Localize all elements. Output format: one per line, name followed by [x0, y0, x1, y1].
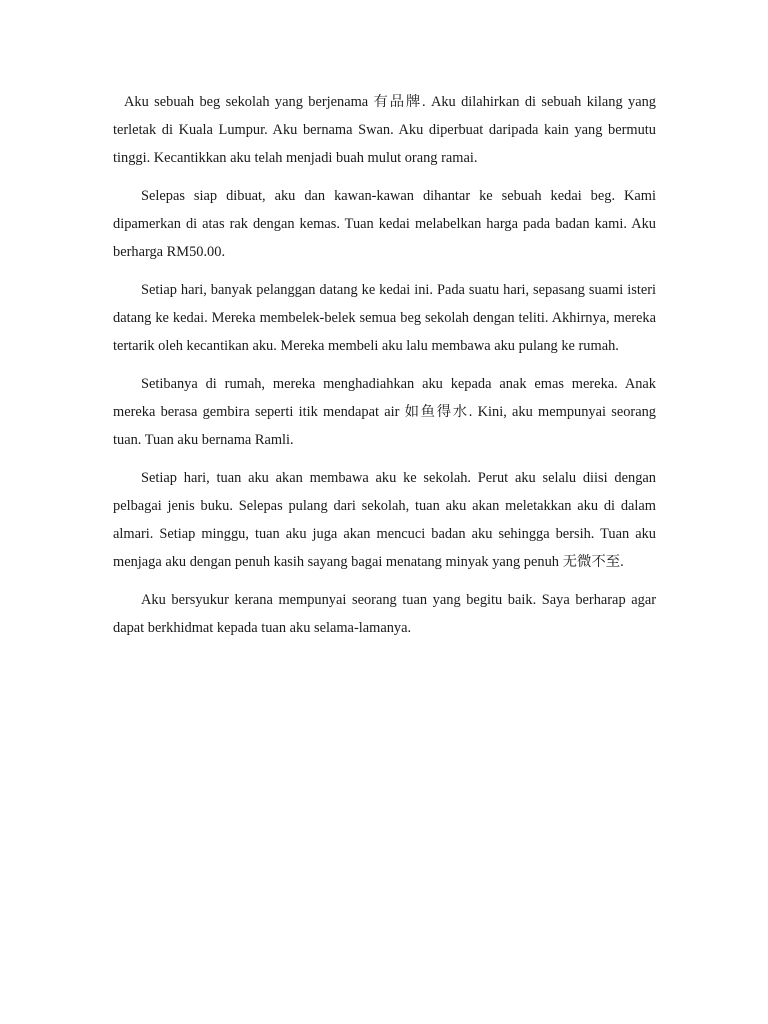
paragraph-5: Setiap hari, tuan aku akan membawa aku ke sekolah. Perut aku selalu diisi dengan pelbagai jenis buku. Selepas pulang dari sekolah, tuan aku akan meletakkan aku di dalam almari. Setiap minggu, tuan aku juga akan mencuci badan aku sehingga bersih. Tuan aku menjaga aku dengan penuh kasih sayang bagai menatang minyak yang penuh 无微不至. — [113, 470, 656, 570]
paragraph-3: Setiap hari, banyak pelanggan datang ke kedai ini. Pada suatu hari, sepasang suami isteri datang ke kedai. Mereka membelek-belek semua beg sekolah dengan teliti. Akhirnya, mereka tertarik oleh kecantikan aku. Mereka membeli aku lalu membawa aku pulang ke rumah. — [113, 282, 656, 354]
paragraph-6: Aku bersyukur kerana mempunyai seorang tuan yang begitu baik. Saya berharap agar dapat berkhidmat kepada tuan aku selama-lamanya. — [113, 592, 656, 636]
paragraph-2: Selepas siap dibuat, aku dan kawan-kawan dihantar ke sebuah kedai beg. Kami dipamerkan di atas rak dengan kemas. Tuan kedai melabelkan harga pada badan kami. Aku berharga RM50.00. — [113, 188, 656, 260]
paragraph-4: Setibanya di rumah, mereka menghadiahkan aku kepada anak emas mereka. Anak mereka berasa gembira seperti itik mendapat air 如鱼得水. Kini, aku mempunyai seorang tuan. Tuan aku bernama Ramli. — [113, 376, 656, 448]
paragraph-1: Aku sebuah beg sekolah yang berjenama 有品牌. Aku dilahirkan di sebuah kilang yang terletak di Kuala Lumpur. Aku bernama Swan. Aku diperbuat daripada kain yang bermutu tinggi. Kecantikkan aku telah menjadi buah mulut orang ramai. — [113, 94, 656, 166]
essay-body — [113, 88, 656, 652]
